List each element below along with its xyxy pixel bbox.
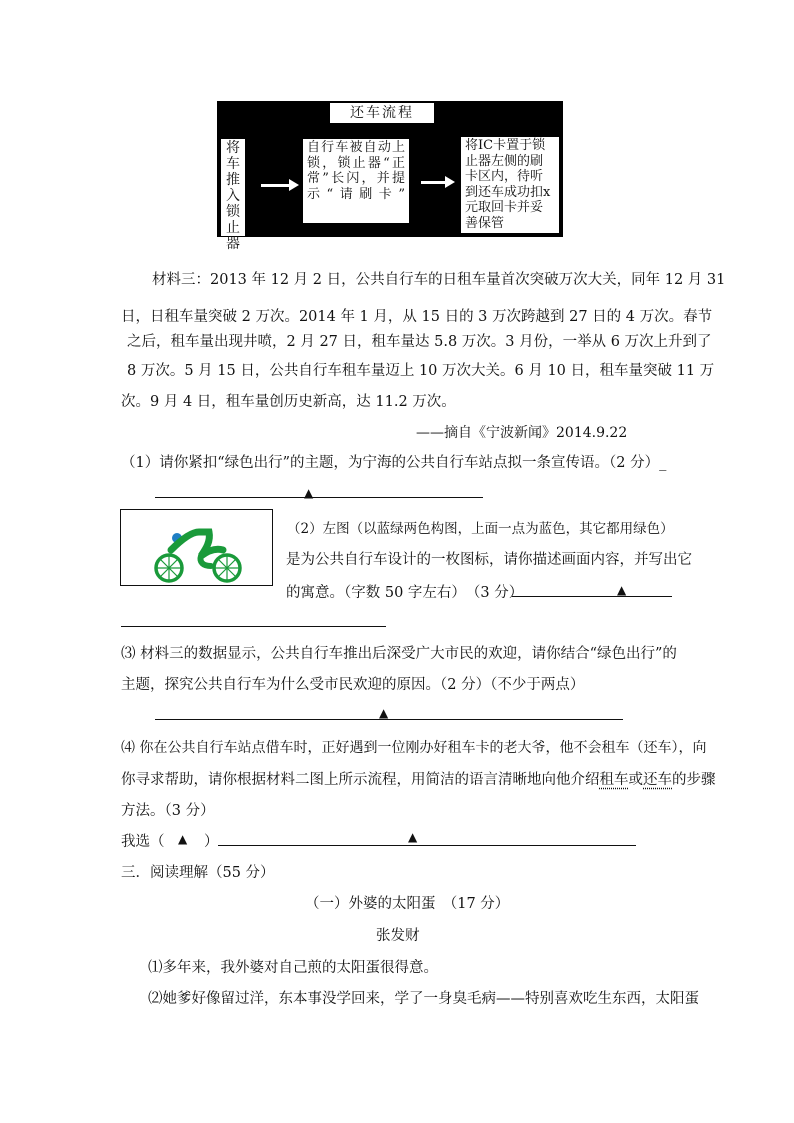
question-4-line-2 [121,768,716,789]
answer-line-2b[interactable] [121,626,386,627]
question-2-line-3: 的寓意。（字数 50 字左右） （3 分） [286,585,524,601]
question-3-line-1: ⑶ 材料三的数据显示，公共自行车推出后深受广大市民的欢迎，请你结合“绿色出行”的 [121,646,677,662]
article-paragraph-1: ⑴多年来，我外婆对自己煎的太阳蛋很得意。 [148,960,438,976]
marker-icon: ▲ [408,830,418,844]
material3-line-5: 次。9 月 4 日，租车量创历史新高，达 11.2 万次。 [121,394,456,410]
material3-line-1: 材料三：2013 年 12 月 2 日，公共自行车的日租车量首次突破万次大关，同年 12 月 31 [152,272,726,288]
marker-icon: ▲ [617,583,627,597]
section-heading: 三．阅读理解（55 分） [121,865,275,881]
marker-icon: ▲ [178,832,188,846]
answer-line-2a[interactable] [512,596,672,597]
return-flowchart [217,101,563,252]
question-4-or: 或 [628,772,643,788]
flow-step-2: 自行车被自动上锁，锁止器“正常”长闪，并提示“请刷卡” [303,139,409,223]
bicycle-logo-image [120,509,273,586]
material3-source: ——摘自《宁波新闻》2014.9.22 [416,425,628,441]
article-title: （一）外婆的太阳蛋 （17 分） [305,896,510,912]
bicycle-logo-icon [121,510,272,585]
article-paragraph-2: ⑵她爹好像留过洋，东本事没学回来，学了一身臭毛病——特别喜欢吃生东西，太阳蛋 [148,991,699,1007]
emphasis-return: 还车 [643,772,672,788]
material3-line-2: 日，日租车量突破 2 万次。2014 年 1 月，从 15 日的 3 万次跨越到 27 日的 4 万次。春节 [121,309,713,325]
choose-close-paren: ） [204,834,219,850]
emphasis-rent: 租车 [599,772,629,788]
flow-step-3: 将IC卡置于锁止器左侧的刷卡区内，待听到还车成功扣x元取回卡并妥善保管 [461,137,559,233]
answer-line-3[interactable] [155,719,623,720]
arrow-right-icon [421,181,447,184]
marker-icon: ▲ [379,706,389,720]
question-4-text-end: 的步骤 [672,772,716,788]
question-4-text: 你寻求帮助，请你根据材料二图上所示流程，用简洁的语言清晰地向他介绍 [121,772,600,788]
question-4-line-1: ⑷ 你在公共自行车站点借车时，正好遇到一位刚办好租车卡的老大爷，他不会租车（还车），向 [121,740,707,756]
answer-line-4[interactable] [218,845,636,846]
material3-line-4: 8 万次。5 月 15 日，公共自行车租车量迈上 10 万次大关。6 月 10 日，租车量突破 11 万 [127,363,715,379]
choose-label: 我选（ [121,834,165,850]
answer-line-1[interactable] [155,497,483,498]
question-2-line-2: 是为公共自行车设计的一枚图标，请你描述画面内容，并写出它 [286,552,692,568]
question-4-line-3: 方法。（3 分） [121,803,215,819]
question-1: （1）请你紧扣“绿色出行”的主题，为宁海的公共自行车站点拟一条宣传语。（2 分）_ [121,455,667,471]
question-2-line-1: （2）左图（以蓝绿两色构图，上面一点为蓝色，其它都用绿色） [287,521,674,537]
flow-step-1: 将车推入锁止器 [221,139,245,236]
material3-line-3: 之后，租车量出现井喷，2 月 27 日，租车量达 5.8 万次。3 月份，一举从 6 万次上升到了 [127,334,712,350]
article-author: 张发财 [376,928,420,944]
arrow-right-icon [261,184,291,187]
question-3-line-2: 主题，探究公共自行车为什么受市民欢迎的原因。（2 分）（不少于两点） [121,677,585,693]
marker-icon: ▲ [304,486,314,500]
flowchart-title: 还车流程 [330,103,434,123]
